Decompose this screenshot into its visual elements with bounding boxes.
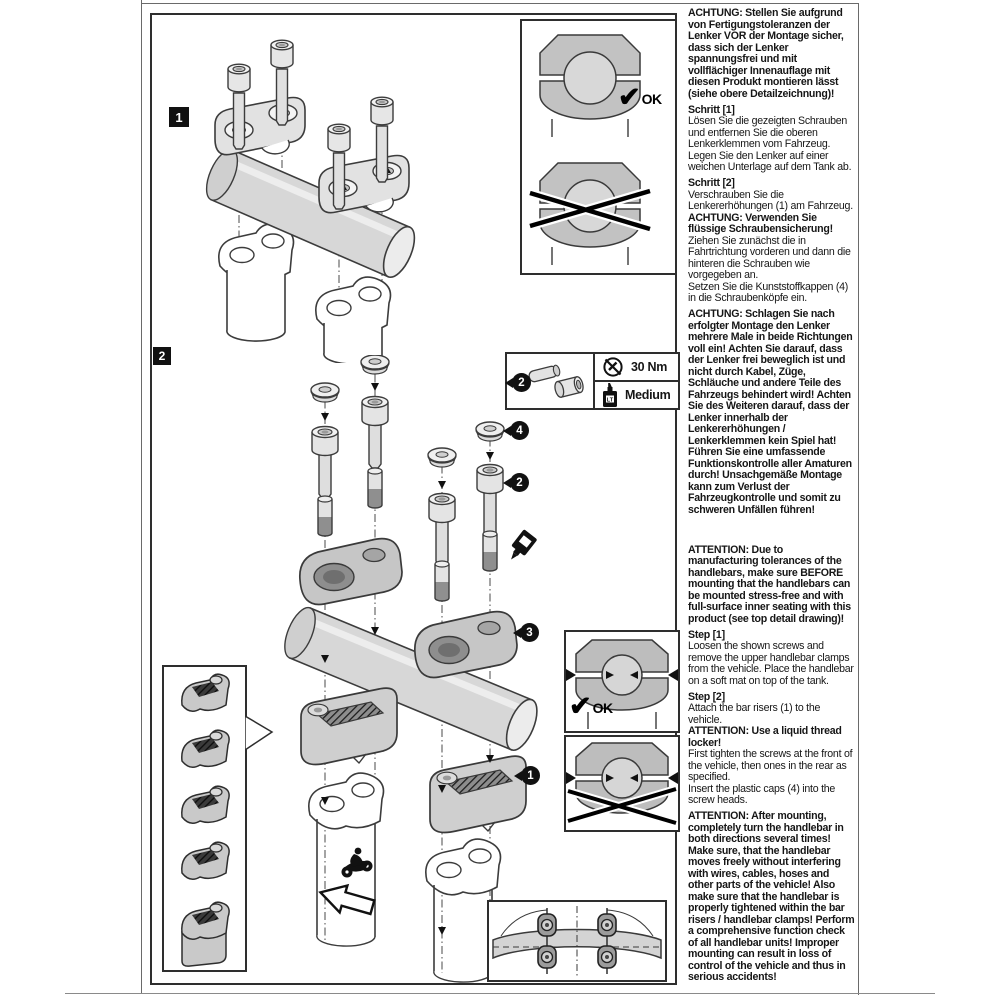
socket-screw-icon — [312, 397, 503, 566]
plastic-cap-icon — [311, 355, 504, 467]
step2-heading-de: Schritt [2] — [688, 177, 735, 189]
step2-body3-en: Insert the plastic caps (4) into the screw heads. — [688, 782, 836, 806]
torque-value: 30 Nm — [631, 360, 668, 374]
fork-clamp-right — [316, 277, 391, 363]
step2-body1-de: Verschrauben Sie die Lenkererhöhungen (1) am Fahrzeug. — [688, 188, 853, 212]
threadlocker-icon — [602, 383, 618, 408]
step2-body1-en: Attach the bar risers (1) to the vehicle. — [688, 702, 821, 726]
torque-spec-row — [595, 354, 678, 380]
sheet-left-edge — [141, 0, 142, 993]
ok-mark: ✔ OK — [569, 691, 613, 721]
sheet-bottom-edge — [65, 993, 935, 994]
bar-riser-left — [301, 688, 397, 764]
handlebar-front-view — [489, 902, 665, 980]
upper-clamp-left — [215, 98, 305, 155]
torque-icon — [602, 356, 624, 378]
alignment-ok-box — [564, 630, 680, 733]
upper-clamp-right — [319, 156, 409, 213]
warning-fit-en: ATTENTION: Due to manufacturing tolerances of the handlebars, make sure BEFORE mounting that the handlebars can be mounted stress-free and with full-surface inner seating with this product (see top detail drawing)! — [688, 543, 851, 625]
drawing-area — [150, 13, 677, 985]
upper-clamp-left — [300, 539, 402, 605]
parts-spec-box — [505, 352, 680, 410]
warning-final-de: ACHTUNG: Schlagen Sie nach erfolgter Montage den Lenker mehrere Male in beide Richtungen voll ein! Achten Sie darauf, dass der Lenker frei beweglich ist und nicht durch Kabel, Züge, Schläuche und andere Teile des Fahrzeugs behindert wird! Achten Sie des Weiteren darauf, dass der Lenker innerhalb der Lenkererhöhungen / Lenkerklemmen kein Spiel hat! Führen Sie eine umfassende Funktionskontrolle aller Amaturen durch! Unsachgemäße Montage kann zum Verlust der Fahrzeugkontrolle und somit zu schweren Unfällen führen! — [688, 308, 853, 516]
callout-top-clamp: 3 — [520, 623, 539, 642]
step-2-number: 2 — [158, 349, 166, 363]
step2-en — [688, 692, 856, 807]
step1-heading-en: Step [1] — [688, 628, 725, 641]
upper-clamp-right — [415, 612, 517, 678]
handlebar-symmetry-box — [487, 900, 667, 982]
clamp-cross-sections — [522, 21, 675, 273]
step2-heading-en: Step [2] — [688, 690, 725, 703]
clamp-alignment-wrong — [566, 737, 678, 830]
parts-item-callout: 2 — [512, 373, 531, 392]
variants-callout-wedge — [245, 712, 275, 754]
fork-clamp-left — [219, 224, 294, 341]
parts-spec-rows — [595, 354, 678, 408]
seating-detail-box — [520, 19, 677, 275]
check-icon: ✔ — [618, 82, 641, 112]
warning-final-en: ATTENTION: After mounting, completely turn the handlebar in both directions several times! Make sure, that the handlebar moves freely without interfering with wires, cables, hoses and other parts of the vehicle! Also make sure that the handlebar is properly tightened within the bar risers / handlebar clamps! Perform a comprehensive function check of all handlebar units! Improper mounting can result in loss of control of the vehicle and thus in serious accidents! — [688, 810, 855, 983]
sheet-top-edge — [141, 3, 859, 4]
svg-text:LT: LT — [606, 396, 614, 403]
step1-heading-de: Schritt [1] — [688, 103, 735, 116]
ok-mark: ✔ OK — [618, 82, 662, 112]
callout-riser: 1 — [521, 766, 540, 785]
threadlocker-spec-row — [595, 380, 678, 408]
step2-de — [688, 178, 856, 305]
bar-riser-right — [430, 756, 526, 832]
alignment-wrong-box — [564, 735, 680, 832]
step-1-marker — [169, 107, 189, 127]
riser-variants-box — [162, 665, 247, 972]
step2-body2-en: First tighten the screws at the front of the vehicle, then ones in the rear as specified. — [688, 748, 853, 783]
check-icon: ✔ — [569, 691, 592, 721]
step2-body3-de: Setzen Sie die Kunststoffkappen (4) in die Schraubenköpfe ein. — [688, 280, 849, 304]
warning-fit-de: ACHTUNG: Stellen Sie aufgrund von Fertigungstoleranzen der Lenker VOR der Montage sicher, dass sich der Lenker spannungsfrei und mit vollflächiger Innenauflage mit diesen Produkt montieren lässt (siehe obere Detailzeichnung)! — [688, 7, 844, 100]
threadlocker-apply-icon — [504, 529, 537, 565]
instruction-text-column — [688, 8, 856, 988]
motorcycle-direction-icon — [317, 848, 377, 921]
language-separator — [688, 521, 856, 545]
step1-body-de: Lösen Sie die gezeigten Schrauben und entfernen Sie die oberen Lenkerklemmen vom Fahrzeug. Legen Sie den Lenker auf einer weichen Unterlage auf dem Tank ab. — [688, 115, 852, 173]
parts-item-cell — [507, 354, 595, 408]
step1-de — [688, 105, 856, 174]
sheet-right-edge — [858, 3, 859, 995]
step2-warning-de: ACHTUNG: Verwenden Sie flüssige Schraubensicherung! — [688, 211, 833, 235]
fork-clamp-left — [309, 773, 384, 946]
callout-cap: 4 — [510, 421, 529, 440]
callout-screw: 2 — [510, 473, 529, 492]
threadlocker-grade: Medium — [625, 388, 671, 402]
step2-body2-de: Ziehen Sie zunächst die in Fahrtrichtung vorderen und dann die hinteren die Schrauben wie vorgegeben an. — [688, 234, 851, 281]
step1-body-en: Loosen the shown screws and remove the upper handlebar clamps from the vehicle. Place the handlebar on a soft mat on top of the tank. — [688, 640, 854, 687]
step2-warning-en: ATTENTION: Use a liquid thread locker! — [688, 725, 842, 749]
step-1-number: 1 — [175, 109, 183, 125]
riser-variant-icons — [164, 667, 245, 970]
step1-en — [688, 630, 856, 688]
